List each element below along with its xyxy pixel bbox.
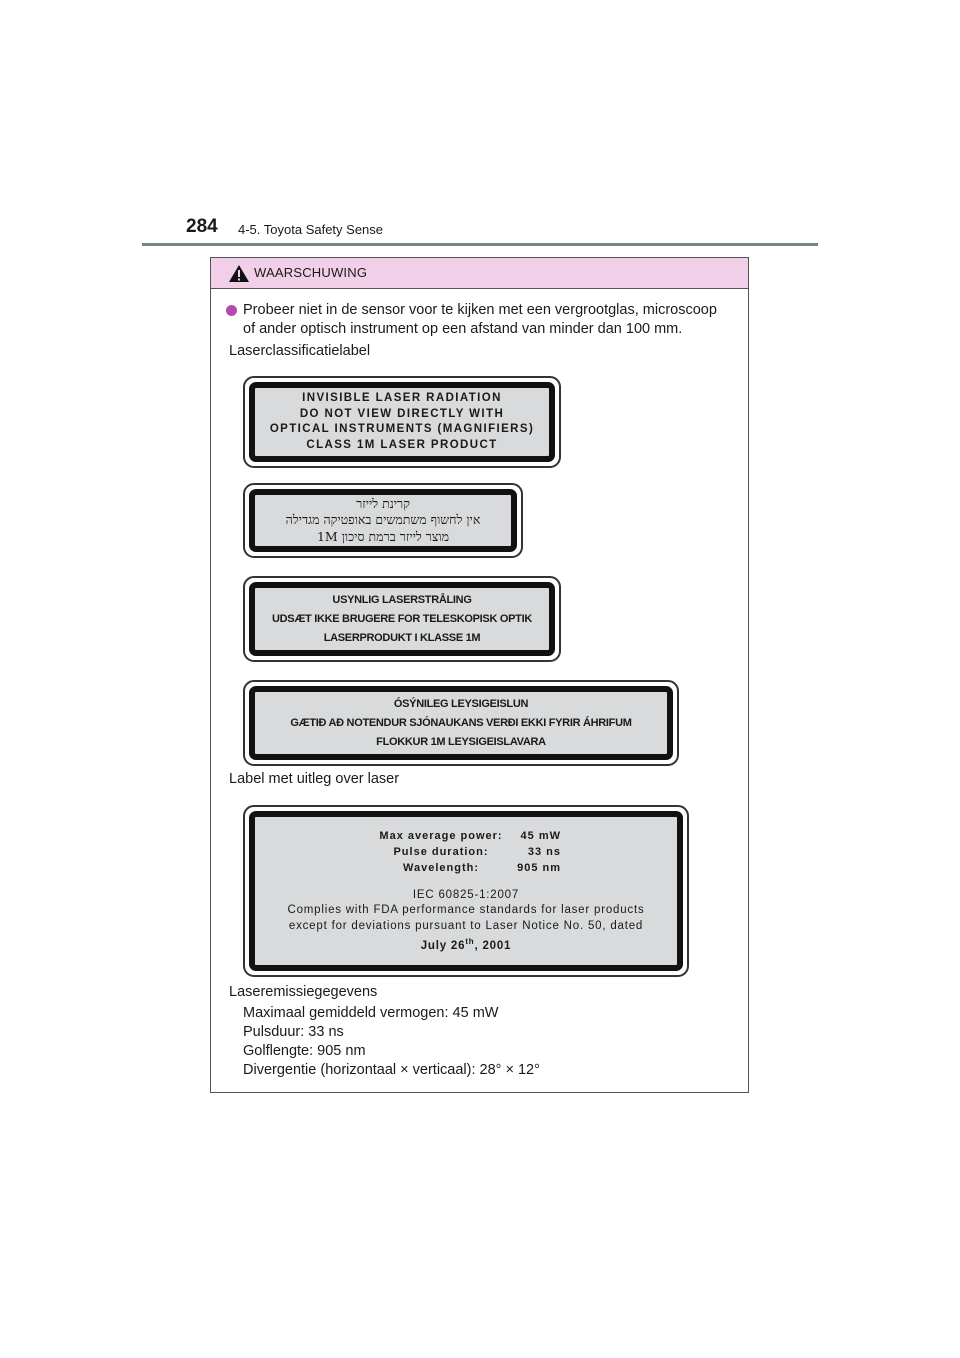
notice-date: July 26th, 2001: [420, 937, 512, 952]
complies-line-2: except for deviations pursuant to Laser Notice No. 50, dated: [288, 919, 644, 932]
spec-table: [371, 828, 561, 876]
label-line: FLOKKUR 1M LEYSIGEISLAVARA: [376, 735, 546, 748]
laser-label-danish: [243, 576, 561, 662]
explain-caption: Label met uitleg over laser: [229, 771, 400, 787]
emission-line: Divergentie (horizontaal × verticaal): 28° × 12°: [243, 1062, 540, 1078]
warning-text-line-2: of ander optisch instrument op een afstand van minder dan 100 mm.: [243, 321, 683, 337]
max-power-value: 45 mW: [520, 829, 561, 842]
warning-triangle-icon: [228, 264, 250, 283]
bullet-icon: [226, 305, 237, 316]
label-line: LASERPRODUKT I KLASSE 1M: [323, 631, 481, 644]
laser-label-icelandic: [243, 680, 679, 766]
pulse-label: Pulse duration:: [393, 845, 489, 858]
warning-title: WAARSCHUWING: [254, 265, 368, 280]
wavelength-label: Wavelength:: [403, 861, 479, 874]
standard-text: IEC 60825-1:2007: [412, 888, 520, 901]
page-number: 284: [186, 216, 218, 237]
laser-label-english: [243, 376, 561, 468]
pulse-value: 33 ns: [527, 845, 561, 858]
emission-line: Maximaal gemiddeld vermogen: 45 mW: [243, 1005, 499, 1021]
wavelength-value: 905 nm: [517, 861, 561, 874]
warning-header: [211, 258, 748, 289]
laser-label-hebrew: [243, 483, 523, 558]
label-line: CLASS 1M LASER PRODUCT: [306, 438, 498, 451]
complies-line-1: Complies with FDA performance standards for laser products: [287, 904, 645, 917]
max-power-label: Max average power:: [379, 829, 503, 842]
warning-box: [210, 257, 749, 1093]
label-line: GÆTIÐ AÐ NOTENDUR SJÓNAUKANS VERÐI EKKI FYRIR ÁHRIFUM: [290, 716, 632, 729]
label-line: USYNLIG LASERSTRÅLING: [332, 593, 472, 606]
emission-line: Golflengte: 905 nm: [243, 1043, 366, 1059]
header-rule: [142, 243, 818, 246]
laser-spec-label: [243, 805, 689, 977]
warning-text-line-1: Probeer niet in de sensor voor te kijken met een vergrootglas, microscoop: [243, 302, 717, 318]
emission-line: Pulsduur: 33 ns: [243, 1024, 344, 1040]
label-line: INVISIBLE LASER RADIATION: [302, 392, 502, 404]
emission-caption: Laseremissiegegevens: [229, 984, 378, 1000]
label-line: ÓSÝNILEG LEYSIGEISLUN: [393, 697, 529, 710]
label-line: OPTICAL INSTRUMENTS (MAGNIFIERS): [269, 423, 535, 435]
section-title: 4-5. Toyota Safety Sense: [238, 222, 384, 237]
label-line: UDSÆT IKKE BRUGERE FOR TELESKOPISK OPTIK: [272, 612, 532, 625]
label-line: אין לחשוף משתמשים באופטיקה מגדילה: [285, 512, 481, 528]
label-line: קרינת לייזר: [356, 495, 410, 511]
label-line: מוצר לייזר ברמת סיכון 1M: [316, 528, 450, 544]
classification-caption: Laserclassificatielabel: [229, 343, 371, 359]
label-line: DO NOT VIEW DIRECTLY WITH: [299, 407, 505, 420]
